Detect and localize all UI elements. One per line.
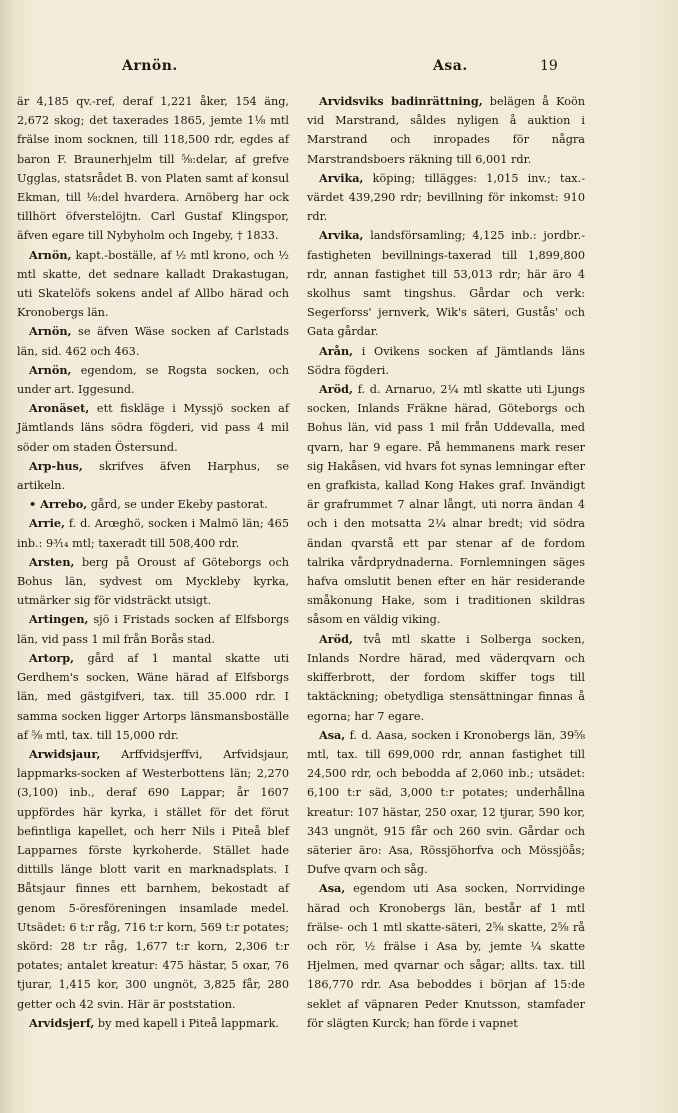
dictionary-entry [17,553,289,611]
entry-text: f. d. Arœghö, socken i Malmö län; 465 inb.: 9³⁄₁₄ mtl; taxeradt till 508,400 rdr. [17,517,289,550]
entry-headword: Aronäset, [29,401,90,416]
entry-headword: Arsten, [29,554,75,569]
entry-text: ett fiskläge i Myssjö socken af Jämtlands läns södra fögderi, vid pass 4 mil söder om staden Östersund. [17,402,289,454]
entry-text: gård, se under Ekeby pastorat. [90,498,268,512]
dictionary-entry [17,361,289,399]
dictionary-entry [17,649,289,745]
dictionary-entry [17,246,289,323]
entry-headword: Arnön, [29,362,72,377]
entry-headword: Aröd, [319,382,353,397]
header-left-word: Arnön. [122,58,178,74]
entry-headword: Arån, [319,343,354,358]
entry-headword: • Arrebo, [29,497,88,512]
dictionary-entry [17,457,289,495]
entry-headword: Arnön, [29,247,72,262]
entry-headword: Aröd, [319,631,353,646]
entry-headword: Arp-hus, [29,458,83,473]
entry-headword: Asa, [319,881,346,896]
entry-text: kapt.-boställe, af ½ mtl krono, och ½ mtl skatte, det sednare kalladt Drakastugan, uti Skatelöfs sokens andel af Allbo härad och Kronobergs län. [17,248,289,320]
running-header [0,58,678,80]
entry-headword: Arrie, [29,516,65,531]
entry-headword: Asa, [319,727,346,742]
dictionary-entry [307,92,585,169]
entry-text: egendom uti Asa socken, Norrvidinge härad och Kronobergs län, består af 1 mtl frälse- och 1 mtl skatte-säteri, 2⅝ skatte, 2⅝ rå och rör, ½ frälse i Asa by, jemte ¼ skatte Hjelmen, med qvarnar och sågar; allts. tax. till 186,770 rdr. Asa beboddes i början af 15:de seklet af väpnaren Peder Knutsson, stamfader för slägten Kurck; han förde i vapnet [307,882,585,1030]
entry-text: f. d. Aasa, socken i Kronobergs län, 39⅝ mtl, tax. till 699,000 rdr, annan fastighet till 24,500 rdr, och bebodda af 2,060 inb.; utsädet: 6,100 t:r säd, 3,000 t:r potates; underhållna kreatur: 107 hästar, 250 oxar, 12 tjurar, 590 kor, 343 ungnöt, 915 får och 260 svin. Gårdar och säterier äro: Asa, Rössjöhorfva och Mössjöås; Dufve qvarn och såg. [307,728,585,877]
entry-text: sjö i Fristads socken af Elfsborgs län, vid pass 1 mil från Borås stad. [17,613,289,646]
page-number: 19 [540,58,558,74]
entry-headword: Arwidsjaur, [29,746,101,761]
column-gutter [299,95,300,1035]
dictionary-entry [17,1014,289,1033]
dictionary-entry [17,399,289,457]
dictionary-entry [307,169,585,227]
entry-text: landsförsamling; 4,125 inb.: jordbr.-fastigheten bevillnings-taxerad till 1,899,800 rdr, annan fastighet till 53,013 rdr; här äro 4 skolhus samt tingshus. Gårdar och verk: Segerforss' jernverk, Wik's säteri, Gustås' och Gata gårdar. [307,229,585,339]
entry-text: se äfven Wäse socken af Carlstads län, sid. 462 och 463. [17,325,290,358]
dictionary-entry [307,726,585,880]
entry-text: gård af 1 mantal skatte uti Gerdhem's socken, Wäne härad af Elfsborgs län, med gästgifveri, tax. till 35.000 rdr. I samma socken ligger Artorps länsmansboställe af ⅝ mtl, tax. till 15,000 rdr. [17,651,289,742]
left-column [17,92,289,1033]
dictionary-entry [17,322,289,360]
entry-text: köping; tillägges: 1,015 inv.; tax.-värdet 439,290 rdr; bevillning för inkomst: 910 rdr. [307,171,586,224]
entry-headword: Arnön, [29,324,72,339]
entry-text: by med kapell i Piteå lappmark. [97,1016,279,1030]
dictionary-entry [17,495,289,514]
entry-text: är 4,185 qv.-ref, deraf 1,221 åker, 154 äng, 2,672 skog; det taxerades 1865, jemte 1⅛ mtl frälse inom socknen, till 118,500 rdr, egdes af baron F. Braunerhjelm till ⅝:delar, af grefve Ugglas, statsrådet B. von Platen samt af konsul Ekman, till ⅛:del hvardera. Arnöberg har ock tillhört öfverstelöjtn. Carl Gustaf Klingspor, äfven egare till Nybyholm och Ingeby, † 1833. [17,95,289,243]
dictionary-entry [307,630,585,726]
dictionary-entry [17,514,289,552]
dictionary-entry [17,610,289,648]
entry-text: i Ovikens socken af Jämtlands läns Södra fögderi. [307,344,586,377]
header-center-word: Asa. [433,58,468,74]
entry-text: skrifves äfven Harphus, se artikeln. [17,459,289,493]
dictionary-entry [17,745,289,1014]
dictionary-entry [307,380,585,630]
entry-headword: Artingen, [29,612,89,627]
dictionary-entry [307,226,585,341]
right-column [307,92,585,1033]
entry-headword: Arvidsjerf, [29,1015,95,1030]
dictionary-entry [307,879,585,1033]
entry-text: belägen å Koön vid Marstrand, såldes nyligen å auktion i Marstrand och inropades för några Marstrandsboers räkning till 6,001 rdr. [307,95,585,166]
entry-text: f. d. Arnaruo, 2¼ mtl skatte uti Ljungs socken, Inlands Fräkne härad, Göteborgs och Bohus län, vid pass 1 mil från Uddevalla, med qvarn, har 9 egare. På hemmanens mark reser sig Hakåsen, vid hvars fot synas lemningar efter en grafkista, kallad Kong Hakes graf. Invändigt är grafrummet 7 alnar långt, uti norra ändan 4 och i den motsatta 2¼ alnar bredt; vid södra ändan qvarstå ett par stenar af de fordom talrika vårdprydnaderna. Fornlemningen säges hafva omslutit benen efter en här residerande småkonung Hake, som i traditionen skildras såsom en väldig viking. [307,383,585,627]
dictionary-entry [307,342,585,380]
entry-headword: Arvika, [319,228,364,243]
entry-text: egendom, se Rogsta socken, och under art. Iggesund. [17,363,289,397]
entry-text: berg på Oroust af Göteborgs och Bohus län, sydvest om Myckleby kyrka, utmärker sig för vidsträckt utsigt. [17,555,290,608]
entry-text: två mtl skatte i Solberga socken, Inlands Nordre härad, med väderqvarn och skifferbrott, der fordom skiffer togs till taktäckning; obetydliga stensättningar finnas å egorna; har 7 egare. [307,632,585,723]
dictionary-entry [17,92,289,246]
entry-text: Arffvidsjerffvi, Arfvidsjaur, lappmarks-socken af Westerbottens län; 2,270 (3,100) inb., deraf 690 Lappar; år 1607 uppfördes här kyrka, i stället för det förut befintliga kapellet, och herr Nils i Piteå blef Lapparnes förste kyrkoherde. Stället hade dittills länge blott varit en marknadsplats. I Båtsjaur finnes ett barnhem, bekostadt af genom 5-öresföreningen insamlade medel. Utsädet: 6 t:r råg, 716 t:r korn, 569 t:r potates; skörd: 28 t:r råg, 1,677 t:r korn, 2,306 t:r potates; antalet kreatur: 475 hästar, 5 oxar, 76 tjurar, 1,415 kor, 300 ungnöt, 3,825 får, 280 getter och 42 svin. Här är poststation. [17,747,289,1011]
entry-headword: Arvika, [319,170,364,185]
entry-headword: Artorp, [29,650,75,665]
entry-headword: Arvidsviks badinrättning, [319,94,483,108]
